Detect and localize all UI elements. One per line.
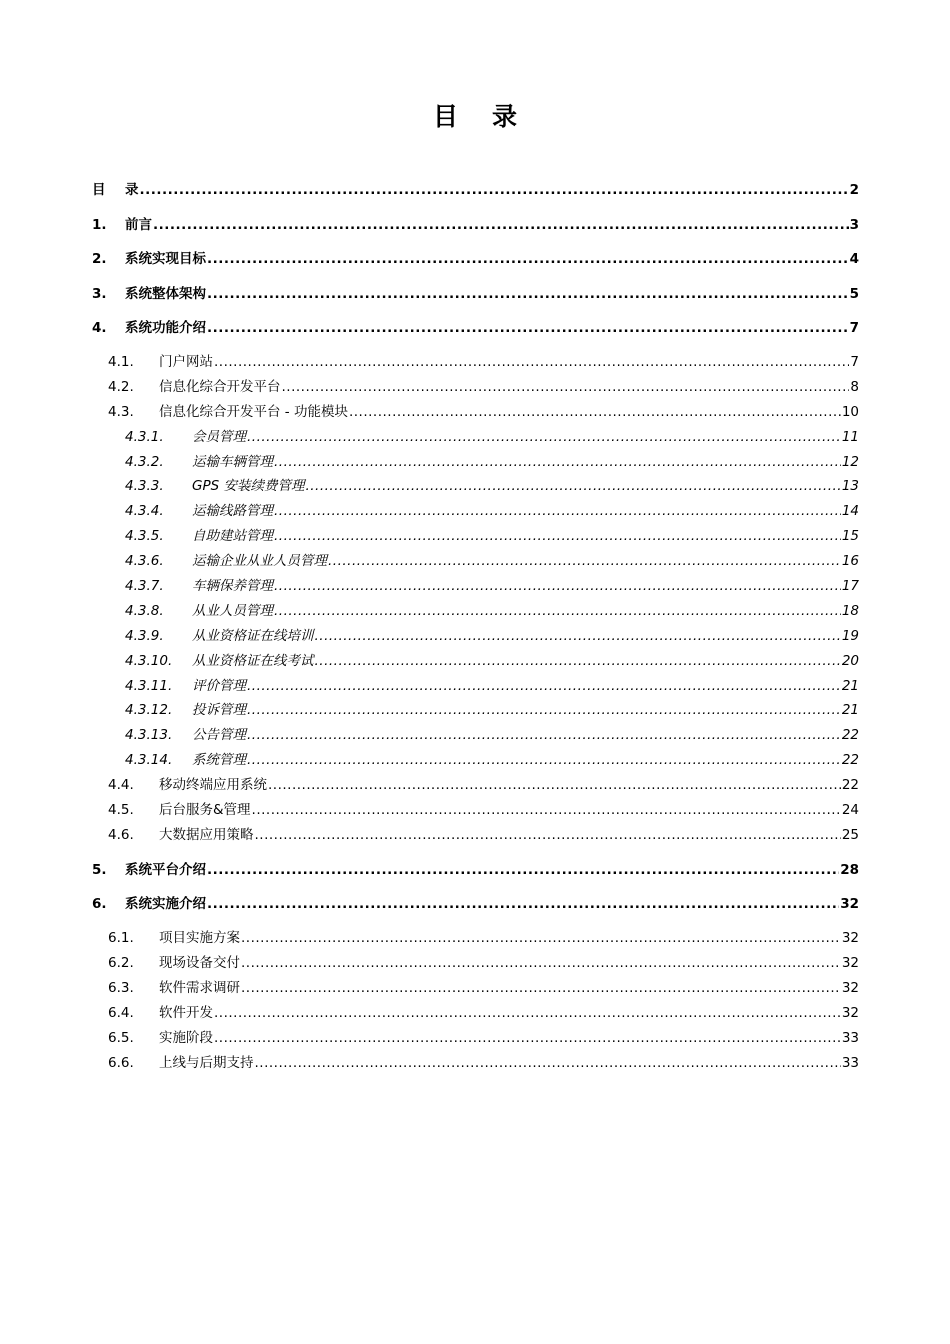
toc-entry-page: 20 <box>841 652 859 669</box>
toc-entry-label: 自助建站管理 <box>192 528 273 545</box>
toc-entry-number: 4.3.3. <box>125 478 164 495</box>
toc-entry-number: 4.3.9. <box>125 627 164 644</box>
toc-entry-label: 录 <box>125 182 139 198</box>
toc-entry[interactable] <box>92 976 859 1001</box>
toc-entry-label: 运输车辆管理 <box>192 453 273 470</box>
toc-entry-number: 4.3.11. <box>125 677 173 694</box>
toc-dot-leader <box>247 425 841 450</box>
toc-entry[interactable] <box>92 400 859 425</box>
toc-entry-number: 4.3. <box>108 403 134 420</box>
toc-entry[interactable] <box>92 574 859 599</box>
toc-entry-page: 33 <box>841 1054 859 1071</box>
toc-entry-page: 7 <box>849 320 859 336</box>
toc-entry-label: 从业资格证在线考试 <box>192 652 314 669</box>
toc-entry-number: 4.3.13. <box>125 727 173 744</box>
toc-entry-page: 28 <box>840 861 859 878</box>
toc-dot-leader <box>241 976 841 1001</box>
toc-entry[interactable] <box>92 674 859 699</box>
title-char-2: 录 <box>492 102 518 131</box>
toc-entry[interactable] <box>92 1051 859 1076</box>
toc-dot-leader <box>315 649 841 674</box>
toc-dot-leader <box>247 748 841 773</box>
toc-entry-label: 软件开发 <box>159 1004 213 1021</box>
toc-entry-number: 4.3.12. <box>125 702 173 719</box>
toc-entry-number: 4.3.6. <box>125 553 164 570</box>
toc-dot-leader <box>274 574 841 599</box>
toc-entry-number: 6.5. <box>108 1029 134 1046</box>
toc-entry-label: 系统整体架构 <box>125 285 206 302</box>
toc-entry-number: 4.3.14. <box>125 752 173 769</box>
toc-entry-label: 运输线路管理 <box>192 503 273 520</box>
toc-entry-number: 2. <box>92 251 107 267</box>
toc-entry-number: 4.3.2. <box>125 453 164 470</box>
toc-entry-number: 4.3.5. <box>125 528 164 545</box>
toc-entry-page: 19 <box>841 627 859 644</box>
toc-entry[interactable] <box>92 1026 859 1051</box>
toc-entry-number: 1. <box>92 216 107 233</box>
toc-entry-page: 10 <box>841 403 859 420</box>
toc-dot-leader <box>349 400 841 425</box>
toc-entry-number: 4.3.8. <box>125 602 164 619</box>
toc-entry-label: GPS 安装续费管理 <box>192 478 305 495</box>
toc-entry-number: 4.6. <box>108 826 134 843</box>
toc-dot-leader <box>241 951 841 976</box>
toc-entry-page: 16 <box>841 553 859 570</box>
toc-entry-page: 32 <box>840 896 859 913</box>
toc-dot-leader <box>305 474 840 499</box>
toc-entry[interactable] <box>92 858 859 882</box>
toc-entry-page: 32 <box>841 1004 859 1021</box>
toc-entry[interactable] <box>92 926 859 951</box>
toc-entry[interactable] <box>92 178 859 202</box>
toc-entry[interactable] <box>92 350 859 375</box>
toc-entry-label: 项目实施方案 <box>159 930 240 947</box>
toc-entry-label: 车辆保养管理 <box>192 578 273 595</box>
toc-entry-page: 18 <box>841 602 859 619</box>
title-char-1: 目 <box>432 102 458 131</box>
toc-entry-page: 21 <box>841 677 859 694</box>
toc-entry-number: 6.1. <box>108 930 134 947</box>
toc-entry[interactable] <box>92 213 859 237</box>
toc-entry-page: 12 <box>841 453 859 470</box>
toc-entry-label: 公告管理 <box>192 727 246 744</box>
toc-dot-leader <box>247 674 841 699</box>
toc-dot-leader <box>207 247 849 271</box>
toc-entry-label: 后台服务&管理 <box>159 802 251 819</box>
toc-entry-page: 22 <box>841 727 859 744</box>
toc-entry-number: 4.3.7. <box>125 578 164 595</box>
toc-entry[interactable] <box>92 499 859 524</box>
toc-entry-page: 14 <box>841 503 859 520</box>
toc-entry-number: 6.2. <box>108 955 134 972</box>
toc-entry[interactable] <box>92 773 859 798</box>
toc-entry[interactable] <box>92 823 859 848</box>
toc-entry-label: 信息化综合开发平台 <box>159 378 281 395</box>
toc-entry[interactable] <box>92 748 859 773</box>
toc-dot-leader <box>255 1051 841 1076</box>
toc-dot-leader <box>247 698 841 723</box>
toc-dot-leader <box>274 524 841 549</box>
toc-dot-leader <box>207 858 839 882</box>
toc-entry-page: 25 <box>841 826 859 843</box>
toc-entry[interactable] <box>92 375 859 400</box>
table-of-contents <box>92 178 859 1076</box>
toc-entry-page: 32 <box>841 980 859 997</box>
toc-entry-page: 17 <box>841 578 859 595</box>
toc-entry-page: 13 <box>841 478 859 495</box>
toc-entry-number: 6. <box>92 896 107 913</box>
toc-dot-leader <box>214 350 849 375</box>
toc-entry-page: 5 <box>849 285 859 302</box>
toc-entry-label: 大数据应用策略 <box>159 826 254 843</box>
toc-entry-page: 7 <box>850 354 859 370</box>
toc-dot-leader <box>153 213 849 237</box>
toc-entry-number: 4. <box>92 320 107 336</box>
toc-entry-number: 6.3. <box>108 980 134 997</box>
toc-entry[interactable] <box>92 282 859 306</box>
toc-entry-label: 会员管理 <box>192 428 246 445</box>
toc-entry-number: 5. <box>92 861 107 878</box>
toc-entry[interactable] <box>92 1001 859 1026</box>
toc-entry-number: 4.5. <box>108 802 134 819</box>
toc-dot-leader <box>274 499 841 524</box>
toc-entry[interactable] <box>92 723 859 748</box>
toc-dot-leader <box>252 798 841 823</box>
toc-entry-page: 11 <box>841 428 859 445</box>
toc-dot-leader <box>207 316 849 340</box>
toc-entry-label: 系统平台介绍 <box>125 861 206 878</box>
toc-entry-number: 4.4. <box>108 777 134 794</box>
toc-entry-label: 上线与后期支持 <box>159 1054 254 1071</box>
toc-entry-number: 4.1. <box>108 354 134 370</box>
toc-entry-label: 评价管理 <box>192 677 246 694</box>
toc-dot-leader <box>255 823 841 848</box>
toc-entry-label: 门户网站 <box>159 354 213 370</box>
toc-entry-label: 移动终端应用系统 <box>159 777 267 794</box>
toc-entry-number: 3. <box>92 285 107 302</box>
toc-entry-page: 22 <box>841 777 859 794</box>
toc-entry-label: 前言 <box>125 216 152 233</box>
toc-entry-page: 33 <box>841 1029 859 1046</box>
toc-entry-page: 15 <box>841 528 859 545</box>
toc-entry-page: 3 <box>849 216 859 233</box>
toc-entry-label: 软件需求调研 <box>159 980 240 997</box>
toc-entry-page: 24 <box>841 802 859 819</box>
toc-entry-label: 现场设备交付 <box>159 955 240 972</box>
toc-entry[interactable] <box>92 698 859 723</box>
toc-dot-leader <box>214 1001 841 1026</box>
toc-dot-leader <box>274 450 841 475</box>
toc-dot-leader <box>214 1026 841 1051</box>
toc-entry-label: 从业资格证在线培训 <box>192 627 314 644</box>
toc-dot-leader <box>241 926 841 951</box>
toc-entry[interactable] <box>92 649 859 674</box>
toc-entry[interactable] <box>92 425 859 450</box>
toc-entry-number: 目 <box>92 182 106 198</box>
toc-entry-label: 运输企业从业人员管理 <box>192 553 327 570</box>
toc-entry[interactable] <box>92 316 859 340</box>
toc-entry-number: 6.4. <box>108 1004 134 1021</box>
toc-dot-leader <box>315 624 841 649</box>
toc-entry-page: 8 <box>850 378 859 395</box>
toc-entry[interactable] <box>92 951 859 976</box>
toc-entry-page: 21 <box>841 702 859 719</box>
toc-entry-page: 4 <box>849 251 859 267</box>
toc-entry-label: 投诉管理 <box>192 702 246 719</box>
toc-dot-leader <box>268 773 841 798</box>
toc-entry[interactable] <box>92 524 859 549</box>
toc-entry[interactable] <box>92 798 859 823</box>
toc-entry[interactable] <box>92 474 859 499</box>
toc-entry-number: 4.3.1. <box>125 428 164 445</box>
toc-entry-page: 32 <box>841 930 859 947</box>
toc-dot-leader <box>140 178 849 202</box>
toc-entry-label: 系统管理 <box>192 752 246 769</box>
toc-entry-number: 4.3.10. <box>125 652 173 669</box>
toc-entry-number: 4.2. <box>108 378 134 395</box>
toc-dot-leader <box>207 892 839 916</box>
toc-entry[interactable] <box>92 892 859 916</box>
toc-entry-label: 实施阶段 <box>159 1029 213 1046</box>
toc-entry-number: 4.3.4. <box>125 503 164 520</box>
toc-dot-leader <box>207 282 849 306</box>
document-title <box>0 97 950 133</box>
toc-entry[interactable] <box>92 247 859 271</box>
toc-dot-leader <box>274 599 841 624</box>
toc-entry-label: 从业人员管理 <box>192 602 273 619</box>
toc-entry-number: 6.6. <box>108 1054 134 1071</box>
toc-entry-label: 信息化综合开发平台 - 功能模块 <box>159 403 348 420</box>
toc-entry[interactable] <box>92 599 859 624</box>
toc-entry[interactable] <box>92 450 859 475</box>
toc-dot-leader <box>247 723 841 748</box>
toc-entry-label: 系统实施介绍 <box>125 896 206 913</box>
toc-entry-label: 系统功能介绍 <box>125 320 206 336</box>
toc-entry-page: 32 <box>841 955 859 972</box>
toc-entry-page: 22 <box>841 752 859 769</box>
toc-dot-leader <box>282 375 850 400</box>
toc-entry-label: 系统实现目标 <box>125 251 206 267</box>
toc-entry[interactable] <box>92 624 859 649</box>
toc-entry-page: 2 <box>849 182 859 198</box>
toc-entry[interactable] <box>92 549 859 574</box>
toc-dot-leader <box>328 549 841 574</box>
